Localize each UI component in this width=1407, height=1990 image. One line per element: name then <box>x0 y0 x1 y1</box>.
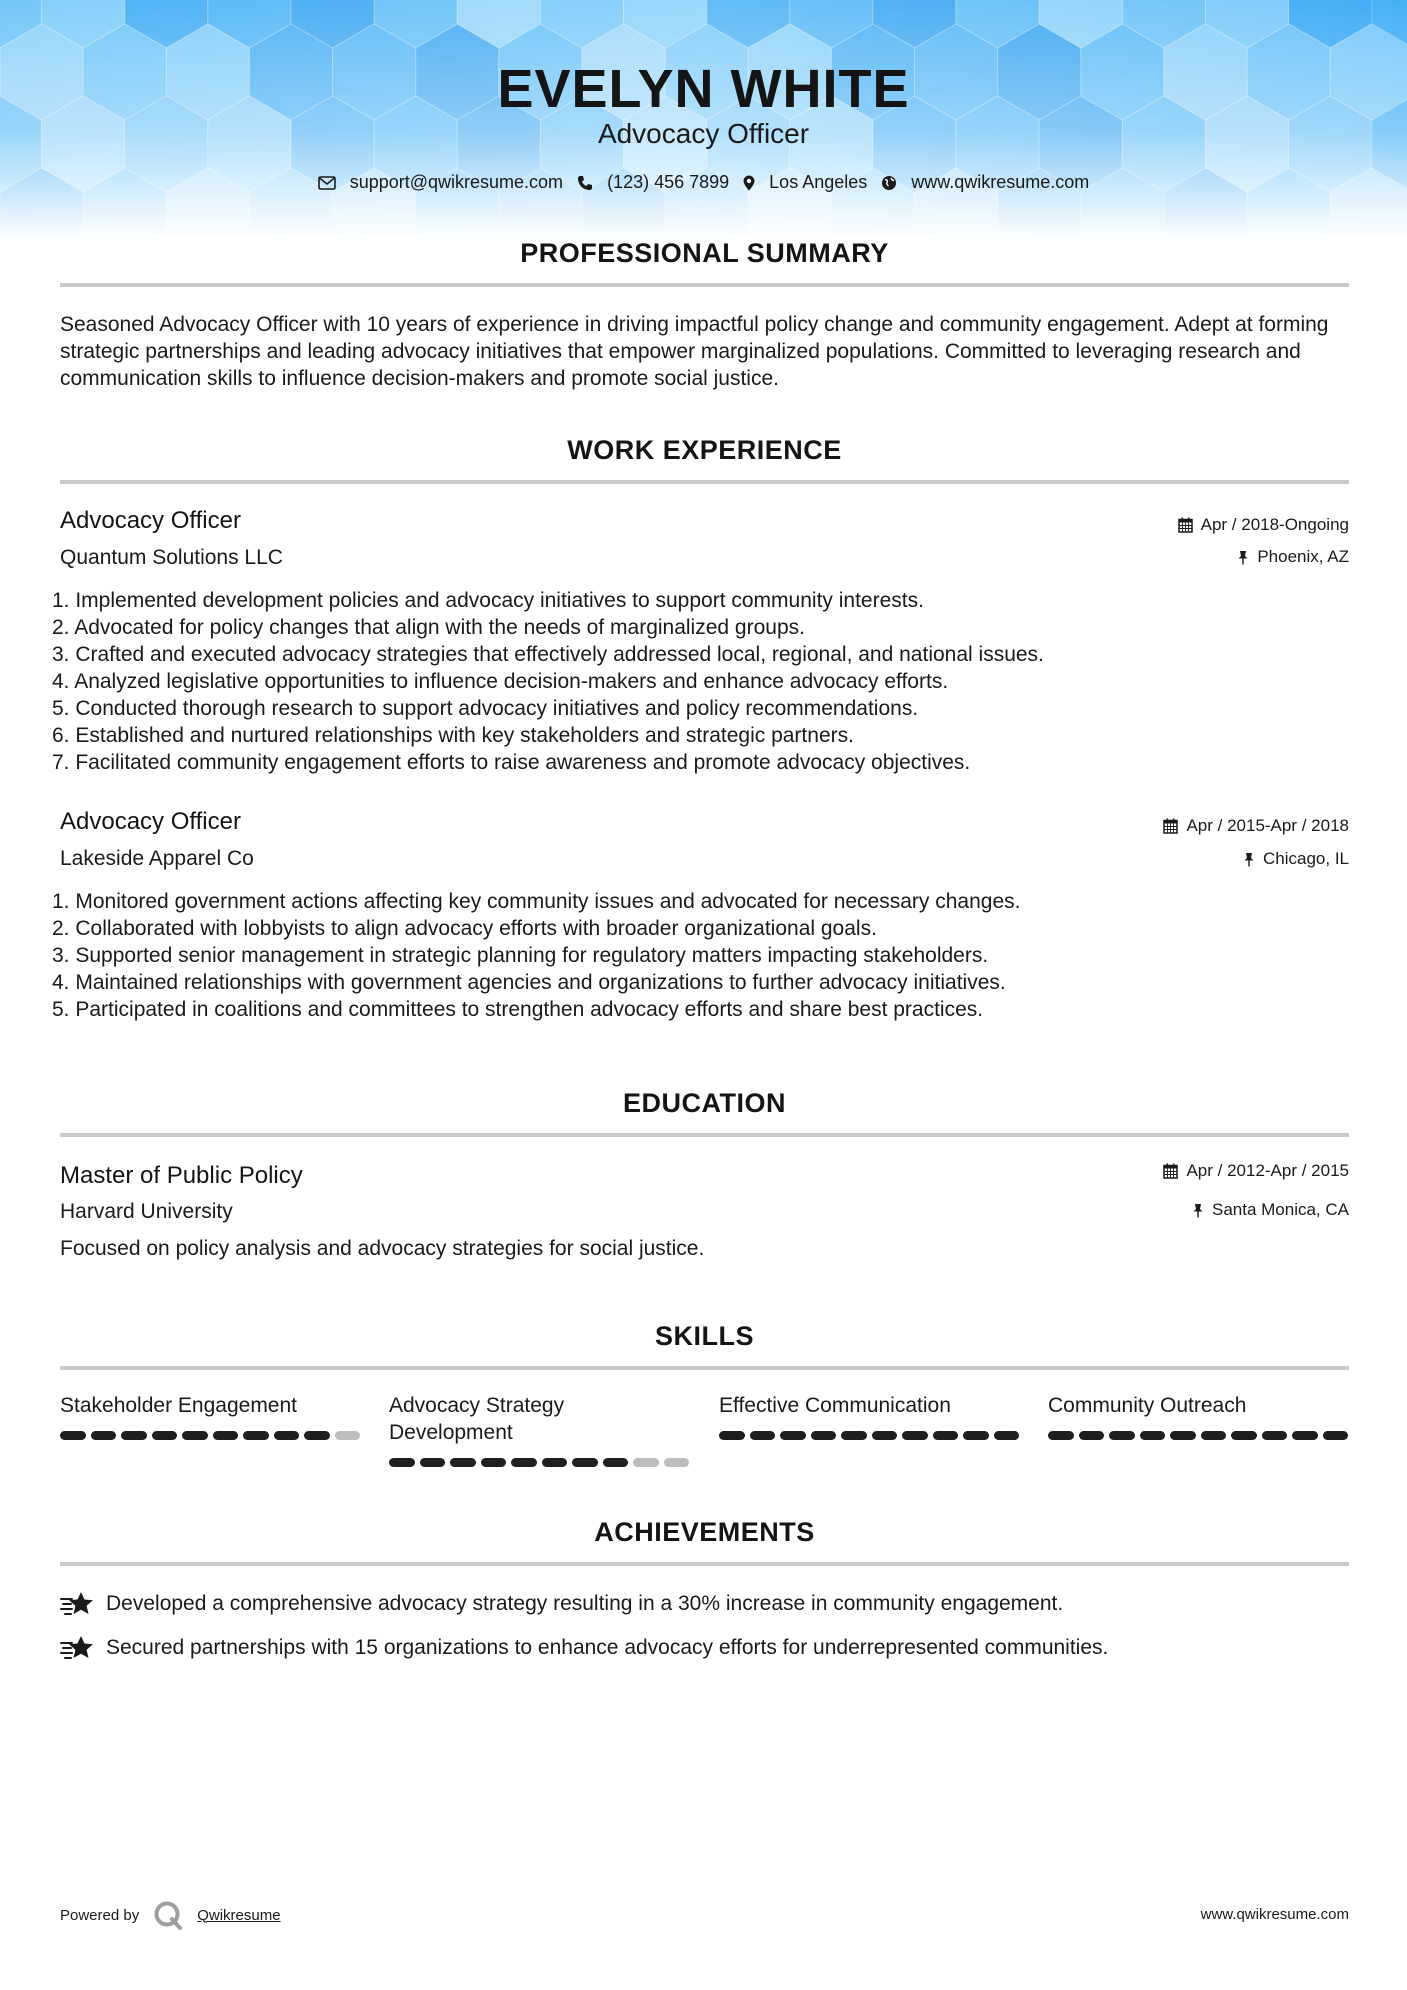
skill-dot-filled <box>60 1431 86 1440</box>
list-item: 4. Maintained relationships with government agencies and organizations to further advocacy initiatives. <box>52 971 1006 994</box>
list-item: 3. Supported senior management in strategic planning for regulatory matters impacting stakeholders. <box>52 944 989 967</box>
skill-dot-filled <box>121 1431 147 1440</box>
shooting-star-icon <box>60 1634 94 1662</box>
job-2-title: Advocacy Officer <box>60 808 241 835</box>
skill-dot-filled <box>1262 1431 1288 1440</box>
achievements-heading: ACHIEVEMENTS <box>594 1517 815 1547</box>
education-divider <box>60 1133 1349 1137</box>
skill-dot-filled <box>420 1458 446 1467</box>
summary-heading: PROFESSIONAL SUMMARY <box>520 238 889 268</box>
contact-email-text: support@qwikresume.com <box>349 172 564 192</box>
footer-branding <box>60 1900 281 1930</box>
job-1-responsibilities <box>52 587 1349 776</box>
education-location <box>1192 1200 1349 1220</box>
shooting-star-icon <box>60 1590 94 1618</box>
contact-location-text: Los Angeles <box>769 172 868 192</box>
education-dates <box>1163 1161 1349 1181</box>
education-degree: Master of Public Policy <box>60 1162 303 1189</box>
contact-phone[interactable] <box>577 172 729 193</box>
skill-dot-filled <box>780 1431 806 1440</box>
job-2-dates <box>1163 816 1349 836</box>
skill-dot-filled <box>1231 1431 1257 1440</box>
envelope-icon <box>318 176 336 190</box>
list-item: 2. Collaborated with lobbyists to align advocacy efforts with broader organizational goals. <box>52 917 877 940</box>
achievements-divider <box>60 1562 1349 1566</box>
job-2-company: Lakeside Apparel Co <box>60 847 254 870</box>
job-1-company: Quantum Solutions LLC <box>60 546 283 569</box>
experience-heading: WORK EXPERIENCE <box>567 435 842 465</box>
skill-dot-filled <box>91 1431 117 1440</box>
qwikresume-logo-icon <box>153 1900 183 1930</box>
skill-rating <box>1048 1431 1348 1440</box>
calendar-icon <box>1178 517 1193 533</box>
list-item: 3. Crafted and executed advocacy strategies that effectively addressed local, regional, and national issues. <box>52 643 1044 666</box>
skill-dot-filled <box>1323 1431 1349 1440</box>
skill-dot-filled <box>1170 1431 1196 1440</box>
skill-label: Effective Communication <box>719 1394 951 1417</box>
pushpin-icon <box>1192 1203 1204 1218</box>
skill-dot-filled <box>1048 1431 1074 1440</box>
skill-rating <box>60 1431 360 1440</box>
contact-phone-text: (123) 456 7899 <box>607 172 730 192</box>
skill-dot-filled <box>450 1458 476 1467</box>
list-item: 7. Facilitated community engagement efforts to raise awareness and promote advocacy objectives. <box>52 751 971 774</box>
skill-dot-filled <box>1140 1431 1166 1440</box>
footer-website-link[interactable]: www.qwikresume.com <box>1200 1906 1349 1923</box>
skill-dot-filled <box>152 1431 178 1440</box>
skill-dot-filled <box>1109 1431 1135 1440</box>
skill-dot-filled <box>542 1458 568 1467</box>
contact-website[interactable] <box>881 172 1089 193</box>
skill-effective-communication <box>719 1392 1019 1440</box>
list-item: 5. Participated in coalitions and committees to strengthen advocacy efforts and share best practices. <box>52 998 984 1021</box>
skill-dot-filled <box>389 1458 415 1467</box>
skill-dot-filled <box>511 1458 537 1467</box>
calendar-icon <box>1163 1163 1178 1179</box>
skill-dot-filled <box>182 1431 208 1440</box>
skill-dot-empty <box>664 1458 690 1467</box>
skill-dot-filled <box>872 1431 898 1440</box>
skill-dot-empty <box>633 1458 659 1467</box>
list-item: 5. Conducted thorough research to support advocacy initiatives and policy recommendations. <box>52 697 919 720</box>
education-school: Harvard University <box>60 1200 233 1223</box>
qwikresume-brand-link[interactable]: Qwikresume <box>197 1906 281 1924</box>
skill-rating <box>389 1458 689 1467</box>
skill-dot-empty <box>335 1431 361 1440</box>
achievement-item <box>60 1634 1108 1662</box>
skill-advocacy-strategy-development <box>389 1392 689 1467</box>
skills-divider <box>60 1366 1349 1370</box>
job-2-responsibilities <box>52 888 1349 1023</box>
contact-location <box>743 172 867 193</box>
skill-community-outreach <box>1048 1392 1348 1440</box>
candidate-title: Advocacy Officer <box>597 118 810 149</box>
education-description: Focused on policy analysis and advocacy strategies for social justice. <box>60 1237 705 1260</box>
skill-dot-filled <box>719 1431 745 1440</box>
skill-dot-filled <box>1079 1431 1105 1440</box>
calendar-icon <box>1163 818 1178 834</box>
phone-icon <box>577 175 593 191</box>
education-heading: EDUCATION <box>623 1088 786 1118</box>
skill-stakeholder-engagement <box>60 1392 360 1440</box>
skill-rating <box>719 1431 1019 1440</box>
skill-dot-filled <box>572 1458 598 1467</box>
job-1-dates <box>1178 515 1349 535</box>
achievement-text: Secured partnerships with 15 organizations to enhance advocacy efforts for underrepresented communities. <box>106 1636 1109 1659</box>
contact-email[interactable] <box>318 172 563 193</box>
contact-website-text: www.qwikresume.com <box>911 172 1090 192</box>
summary-divider <box>60 283 1349 287</box>
education-dates-text: Apr / 2012-Apr / 2015 <box>1186 1161 1349 1180</box>
pushpin-icon <box>1243 852 1255 867</box>
list-item: 2. Advocated for policy changes that align with the needs of marginalized groups. <box>52 616 805 639</box>
skill-dot-filled <box>994 1431 1020 1440</box>
skill-dot-filled <box>243 1431 269 1440</box>
list-item: 6. Established and nurtured relationships with key stakeholders and strategic partners. <box>52 724 854 747</box>
skill-dot-filled <box>750 1431 776 1440</box>
skills-heading: SKILLS <box>654 1321 754 1351</box>
skill-dot-filled <box>841 1431 867 1440</box>
pushpin-icon <box>1237 550 1249 565</box>
skill-dot-filled <box>603 1458 629 1467</box>
job-2-location-text: Chicago, IL <box>1263 849 1349 868</box>
job-1-location-text: Phoenix, AZ <box>1257 547 1349 566</box>
list-item: 1. Implemented development policies and advocacy initiatives to support community interests. <box>52 589 924 612</box>
summary-text: Seasoned Advocacy Officer with 10 years of experience in driving impactful policy change and community engagement. Adept at forming strategic partnerships and leading advocacy initiatives that empower marginalized populations. Committed to leveraging research and communication skills to influence decision-makers and promote social justice. <box>60 313 1329 390</box>
skill-label: Stakeholder Engagement <box>60 1394 297 1417</box>
skill-dot-filled <box>481 1458 507 1467</box>
skill-dot-filled <box>304 1431 330 1440</box>
job-1-dates-text: Apr / 2018-Ongoing <box>1200 515 1349 534</box>
skill-label: Advocacy Strategy Development <box>389 1394 565 1444</box>
skill-dot-filled <box>1292 1431 1318 1440</box>
achievement-item <box>60 1590 1063 1618</box>
skill-dot-filled <box>902 1431 928 1440</box>
experience-divider <box>60 480 1349 484</box>
achievement-text: Developed a comprehensive advocacy strategy resulting in a 30% increase in community engagement. <box>106 1592 1064 1615</box>
list-item: 1. Monitored government actions affecting key community issues and advocated for necessary changes. <box>52 890 1021 913</box>
education-location-text: Santa Monica, CA <box>1211 1200 1349 1219</box>
job-1-title: Advocacy Officer <box>60 507 241 534</box>
job-2-location <box>1243 849 1349 869</box>
map-marker-icon <box>743 175 755 191</box>
skill-dot-filled <box>963 1431 989 1440</box>
skill-dot-filled <box>933 1431 959 1440</box>
skill-dot-filled <box>274 1431 300 1440</box>
job-2-dates-text: Apr / 2015-Apr / 2018 <box>1186 816 1349 835</box>
candidate-name: EVELYN WHITE <box>497 59 910 119</box>
skill-label: Community Outreach <box>1048 1394 1247 1417</box>
globe-icon <box>881 175 897 191</box>
contact-bar <box>0 172 1407 193</box>
list-item: 4. Analyzed legislative opportunities to influence decision-makers and enhance advocacy efforts. <box>52 670 949 693</box>
skill-dot-filled <box>213 1431 239 1440</box>
skill-dot-filled <box>1201 1431 1227 1440</box>
skill-dot-filled <box>811 1431 837 1440</box>
job-1-location <box>1237 547 1349 567</box>
powered-by-label: Powered by <box>60 1906 140 1924</box>
